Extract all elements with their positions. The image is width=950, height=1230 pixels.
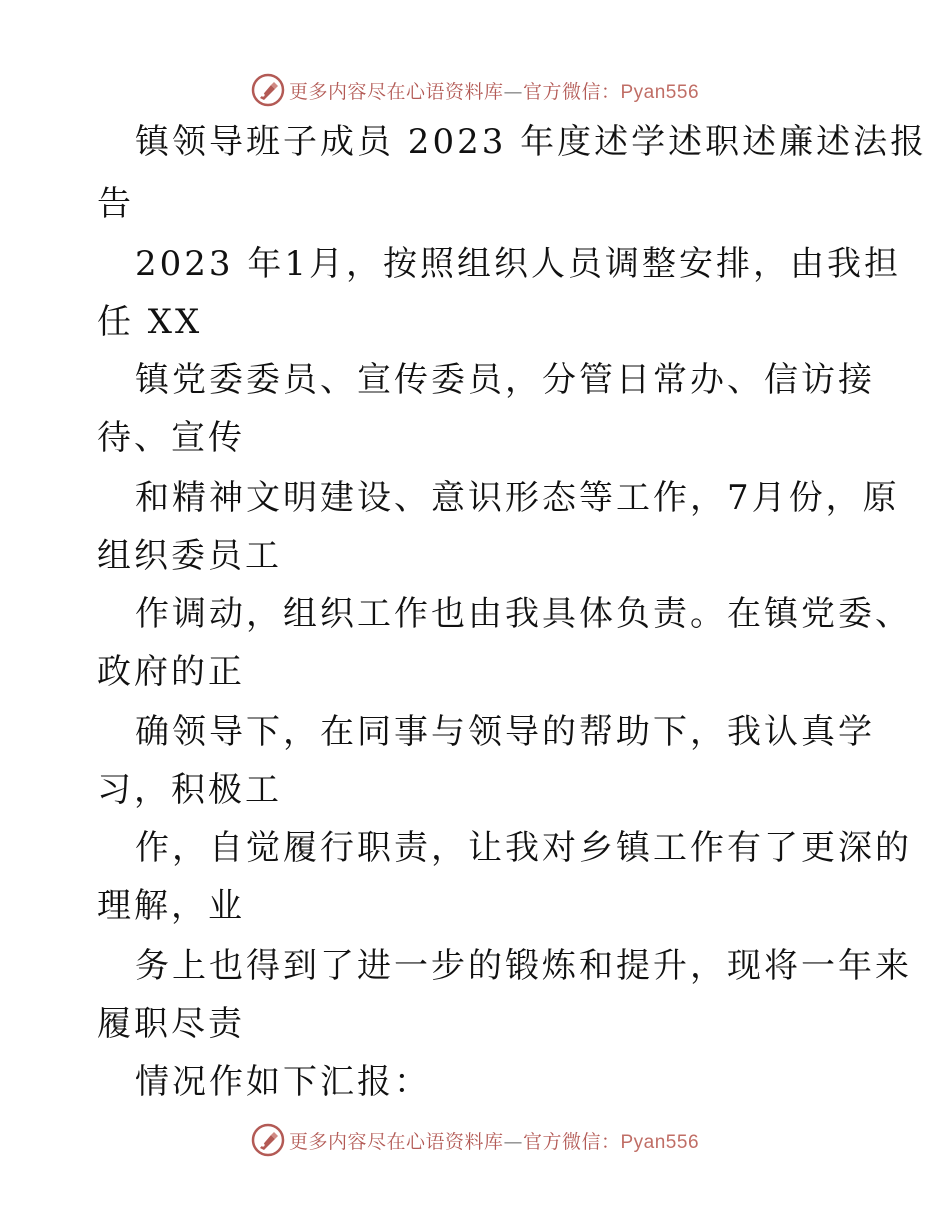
- doc-line: 任 XX: [97, 302, 203, 342]
- watermark-main: 更多内容尽在心语资料库: [288, 1130, 504, 1153]
- pen-nib-logo-icon: [251, 73, 285, 107]
- doc-line: 履职尽责: [97, 1004, 245, 1044]
- watermark-id: Pyan556: [620, 81, 700, 103]
- doc-line: 2023 年1月，按照组织人员调整安排，由我担: [135, 244, 901, 284]
- doc-line: 务上也得到了进一步的锻炼和提升，现将一年来: [135, 946, 912, 986]
- doc-line: 政府的正: [97, 652, 245, 692]
- pen-nib-logo-icon: [251, 1123, 285, 1157]
- watermark-text: [289, 1127, 699, 1154]
- doc-line: 确领导下，在同事与领导的帮助下，我认真学: [135, 712, 875, 752]
- watermark-separator: —: [503, 1130, 523, 1153]
- doc-line-title-1: 镇领导班子成员 2023 年度述学述职述廉述法报: [135, 122, 928, 162]
- doc-line: 情况作如下汇报：: [135, 1062, 431, 1102]
- footer-watermark: [0, 1120, 950, 1160]
- watermark-main: 更多内容尽在心语资料库: [288, 80, 504, 103]
- doc-line: 理解，业: [97, 886, 245, 926]
- watermark-label: 官方微信：: [522, 1130, 621, 1153]
- watermark-separator: —: [503, 80, 523, 103]
- watermark-label: 官方微信：: [522, 80, 621, 103]
- doc-line: 待、宣传: [97, 418, 245, 458]
- header-watermark: [0, 70, 950, 110]
- doc-line: 和精神文明建设、意识形态等工作，7月份，原: [135, 478, 900, 518]
- doc-line: 镇党委委员、宣传委员，分管日常办、信访接: [135, 360, 875, 400]
- watermark-text: [289, 77, 699, 104]
- doc-line: 作调动，组织工作也由我具体负责。在镇党委、: [135, 594, 912, 634]
- doc-line: 作，自觉履行职责，让我对乡镇工作有了更深的: [135, 828, 912, 868]
- doc-line-title-2: 告: [97, 184, 134, 224]
- watermark-id: Pyan556: [620, 1131, 700, 1153]
- doc-line: 习，积极工: [97, 770, 282, 810]
- doc-line: 组织委员工: [97, 536, 282, 576]
